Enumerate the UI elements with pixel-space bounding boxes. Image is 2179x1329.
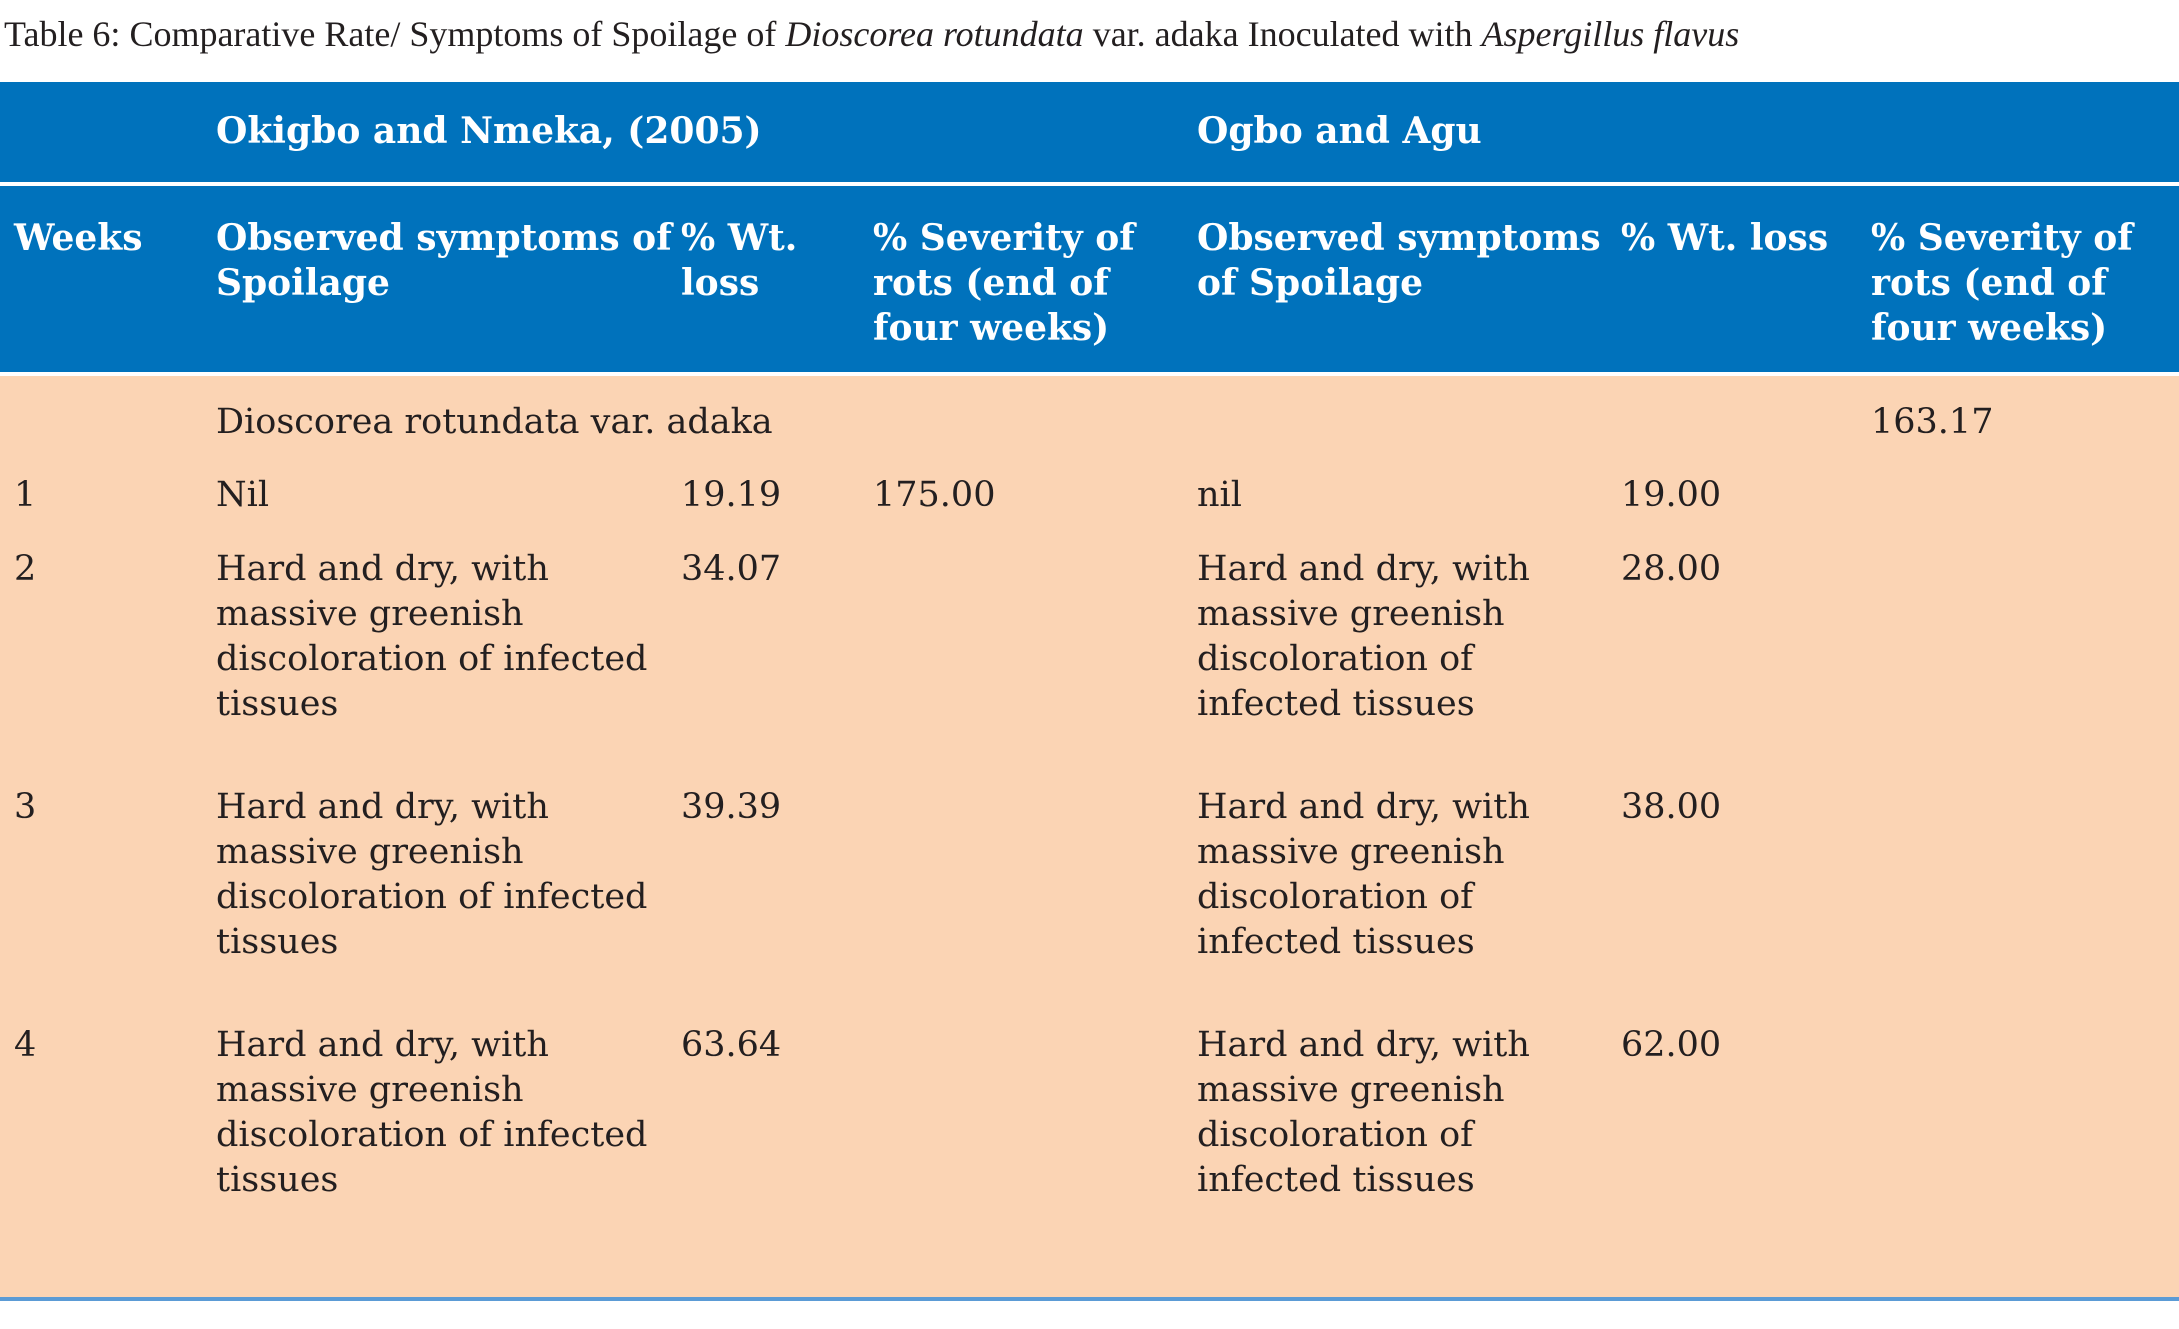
header-severity-left: % Severity of rots (end of four weeks) [873,217,1135,349]
row-3-wt-right: 38.00 [1621,787,1722,827]
row-1-symptoms-right: nil [1197,475,1242,515]
row-2-wt-right: 28.00 [1621,549,1722,589]
row-4-wt-left: 63.64 [681,1025,782,1065]
row-1-severity-left: 175.00 [873,475,996,515]
row-1-wt-right: 19.00 [1621,475,1722,515]
column-header-row [0,186,2179,372]
group-header-row [0,82,2179,182]
group-header-right: Ogbo and Agu [1197,110,1482,152]
row-4-symptoms-left: Hard and dry, with massive greenish discoloration of infected tissues [216,1025,648,1200]
row-2-wt-left: 34.07 [681,549,782,589]
table-caption [4,10,1739,58]
variety-severity-right: 163.17 [1871,402,1994,442]
row-1-wt-left: 19.19 [681,475,782,515]
caption-fungus: Aspergillus flavus [1481,14,1740,54]
header-symptoms-left: Observed symptoms of Spoilage [216,217,672,304]
header-weeks: Weeks [14,217,143,259]
row-1-week: 1 [14,475,37,515]
row-4-wt-right: 62.00 [1621,1025,1722,1065]
caption-middle: var. adaka Inoculated with [1083,14,1482,54]
caption-prefix: Table 6: Comparative Rate/ Symptoms of Spoilage of [4,14,786,54]
row-1-symptoms-left: Nil [216,475,270,515]
row-3-symptoms-left: Hard and dry, with massive greenish discoloration of infected tissues [216,787,648,962]
row-2-symptoms-right: Hard and dry, with massive greenish discoloration of infected tissues [1197,549,1530,724]
table-body [0,376,2179,1301]
caption-species: Dioscorea rotundata [785,14,1084,54]
header-wt-loss-right: % Wt. loss [1621,217,1829,259]
row-2-symptoms-left: Hard and dry, with massive greenish discoloration of infected tissues [216,549,648,724]
row-3-symptoms-right: Hard and dry, with massive greenish discoloration of infected tissues [1197,787,1530,962]
row-3-week: 3 [14,787,37,827]
row-3-wt-left: 39.39 [681,787,782,827]
row-2-week: 2 [14,549,37,589]
row-4-week: 4 [14,1025,37,1065]
spoilage-table [0,82,2179,1301]
group-header-left: Okigbo and Nmeka, (2005) [216,110,762,152]
header-severity-right: % Severity of rots (end of four weeks) [1871,217,2133,349]
variety-label: Dioscorea rotundata var. adaka [216,402,773,442]
header-symptoms-right: Observed symptoms of Spoilage [1197,217,1601,304]
header-wt-loss-left: % Wt. loss [681,217,798,304]
row-4-symptoms-right: Hard and dry, with massive greenish discoloration of infected tissues [1197,1025,1530,1200]
